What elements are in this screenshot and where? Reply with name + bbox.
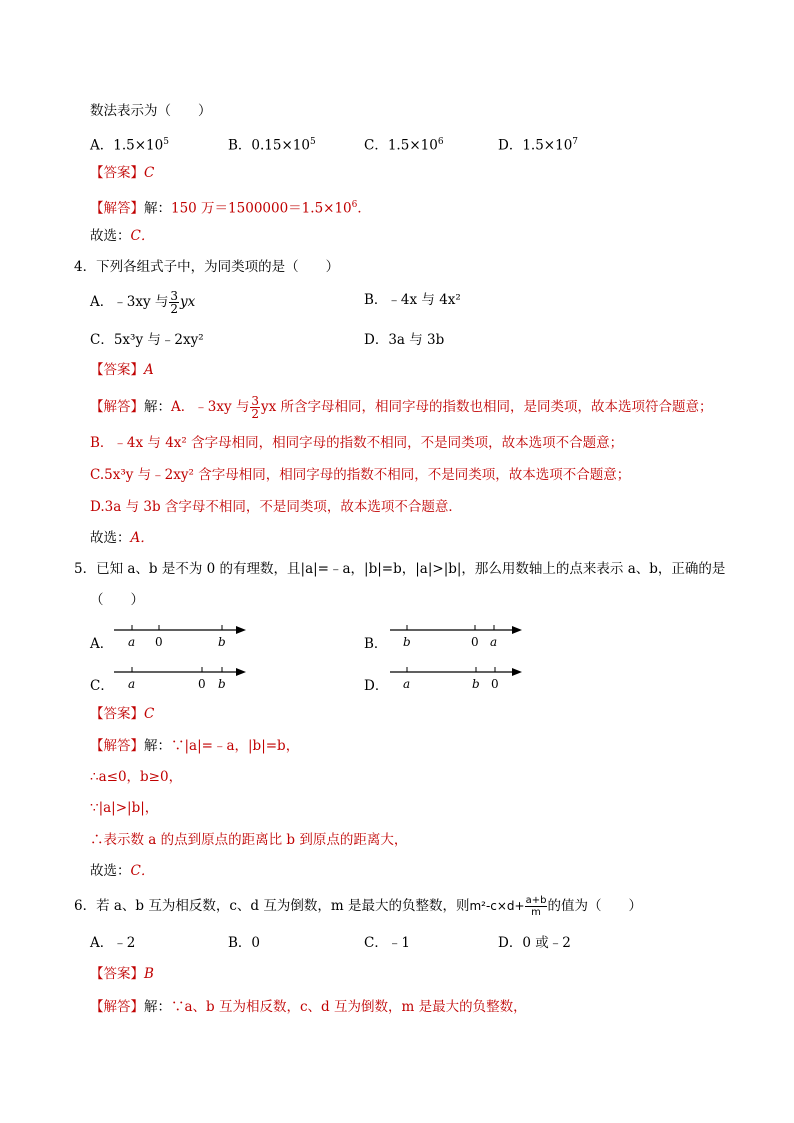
q6-option-a: A．﹣2 bbox=[90, 935, 136, 951]
q5-stem: 5．已知 a、b 是不为 0 的有理数，且|a|=﹣a，|b|=b，|a|>|b|，那么用数轴上的点来表示 a、b，正确的是 bbox=[74, 561, 726, 577]
q6-stem: 6．若 a、b 互为相反数，c、d 互为倒数，m 是最大的负整数，则m²-c×d+ $\frac{a+b}{m}$ 的值为（ ） bbox=[74, 895, 642, 918]
q3-solution: 【解答】解：150 万$=1500000=1.5\times 10^6$． bbox=[90, 200, 371, 217]
q6-option-c: C．﹣1 bbox=[364, 935, 410, 951]
q3-option-c: C．$1.5\times 10^6$ bbox=[364, 137, 444, 154]
answer-tag: 【答案】 bbox=[90, 966, 144, 982]
q5-conclusion: 故选：C． bbox=[90, 863, 155, 879]
q3-stem-tail: 数法表示为（ ） bbox=[90, 103, 212, 119]
q5-stem-paren: （ ） bbox=[90, 592, 144, 608]
point-label: a bbox=[403, 677, 411, 691]
point-label: b bbox=[218, 635, 226, 649]
point-label: 0 bbox=[471, 635, 479, 649]
fraction: $\frac{a+b}{m}$ bbox=[525, 895, 547, 918]
point-label: 0 bbox=[155, 635, 163, 649]
q6-option-d: D．0 或﹣2 bbox=[498, 935, 571, 951]
answer-tag: 【答案】 bbox=[90, 362, 144, 378]
q3-answer: 【答案】C bbox=[90, 165, 155, 181]
q4-solution-c: C.5x³y 与﹣2xy² 含字母相同，相同字母的指数不相同，不是同类项，故本选项不合题意； bbox=[90, 467, 631, 483]
q4-solution-d: D.3a 与 3b 含字母不相同，不是同类项，故本选项不合题意． bbox=[90, 499, 462, 515]
q6-answer: 【答案】B bbox=[90, 966, 154, 982]
solution-tag: 【解答】 bbox=[90, 200, 144, 217]
point-label: 0 bbox=[491, 677, 499, 691]
q5-option-b-label: B． bbox=[364, 636, 388, 652]
q4-solution-a: 【解答】解：A．﹣3xy 与 $\frac{3}{2}$ yx 所含字母相同，相同字母的指数也相同，是同类项，故本选项符合题意； bbox=[90, 394, 713, 421]
q5-numberline-d bbox=[388, 662, 528, 700]
point-label: 0 bbox=[198, 677, 206, 691]
q5-numberline-c bbox=[112, 662, 252, 700]
fraction: $\frac{3}{2}$ bbox=[251, 394, 260, 421]
q5-solution-1: 【解答】解：∵|a|=﹣a，|b|=b， bbox=[90, 738, 300, 754]
q4-option-b: B．﹣4x 与 4x² bbox=[364, 292, 461, 308]
answer-tag: 【答案】 bbox=[90, 165, 144, 181]
q3-option-b: B．$0.15\times 10^5$ bbox=[228, 137, 316, 154]
q5-solution-4: ∴表示数 a 的点到原点的距离比 b 到原点的距离大， bbox=[90, 832, 408, 848]
fraction: $\frac{3}{2}$ bbox=[170, 289, 179, 316]
q3-option-a: A．$1.5\times 10^5$ bbox=[90, 137, 169, 154]
point-label: a bbox=[128, 677, 136, 691]
point-label: b bbox=[403, 635, 411, 649]
q4-stem: 4．下列各组式子中，为同类项的是（ ） bbox=[74, 259, 340, 275]
q5-option-a-label: A． bbox=[90, 636, 114, 652]
q6-option-b: B．0 bbox=[228, 935, 261, 951]
q4-option-d: D．3a 与 3b bbox=[364, 332, 445, 348]
q5-solution-3: ∵|a|>|b|， bbox=[90, 800, 159, 816]
solution-tag: 【解答】 bbox=[90, 399, 144, 415]
q5-option-c-label: C． bbox=[90, 678, 114, 694]
q4-answer: 【答案】A bbox=[90, 362, 154, 378]
q5-solution-2: ∴a≤0，b≥0， bbox=[90, 769, 183, 785]
point-label: a bbox=[128, 635, 136, 649]
solution-tag: 【解答】 bbox=[90, 999, 144, 1015]
point-label: b bbox=[218, 677, 226, 691]
q5-answer: 【答案】C bbox=[90, 706, 155, 722]
solution-tag: 【解答】 bbox=[90, 738, 144, 754]
q4-option-a: A．﹣3xy 与 $\frac{3}{2}$ yx bbox=[90, 289, 196, 316]
q4-option-c: C．5x³y 与﹣2xy² bbox=[90, 332, 204, 348]
q3-option-d: D．$1.5\times 10^7$ bbox=[498, 137, 579, 154]
q6-solution-1: 【解答】解：∵a、b 互为相反数，c、d 互为倒数，m 是最大的负整数， bbox=[90, 999, 527, 1015]
q5-option-d-label: D． bbox=[364, 678, 389, 694]
answer-tag: 【答案】 bbox=[90, 706, 144, 722]
point-label: b bbox=[472, 677, 480, 691]
q5-numberline-a bbox=[112, 620, 252, 658]
q4-solution-b: B．﹣4x 与 4x² 含字母相同，相同字母的指数不相同，不是同类项，故本选项不合题意； bbox=[90, 435, 624, 451]
expression: m²-c×d+ bbox=[469, 899, 525, 913]
point-label: a bbox=[490, 635, 498, 649]
q5-numberline-b bbox=[388, 620, 528, 658]
q4-conclusion: 故选：A． bbox=[90, 530, 154, 546]
q3-conclusion: 故选：C． bbox=[90, 228, 155, 244]
